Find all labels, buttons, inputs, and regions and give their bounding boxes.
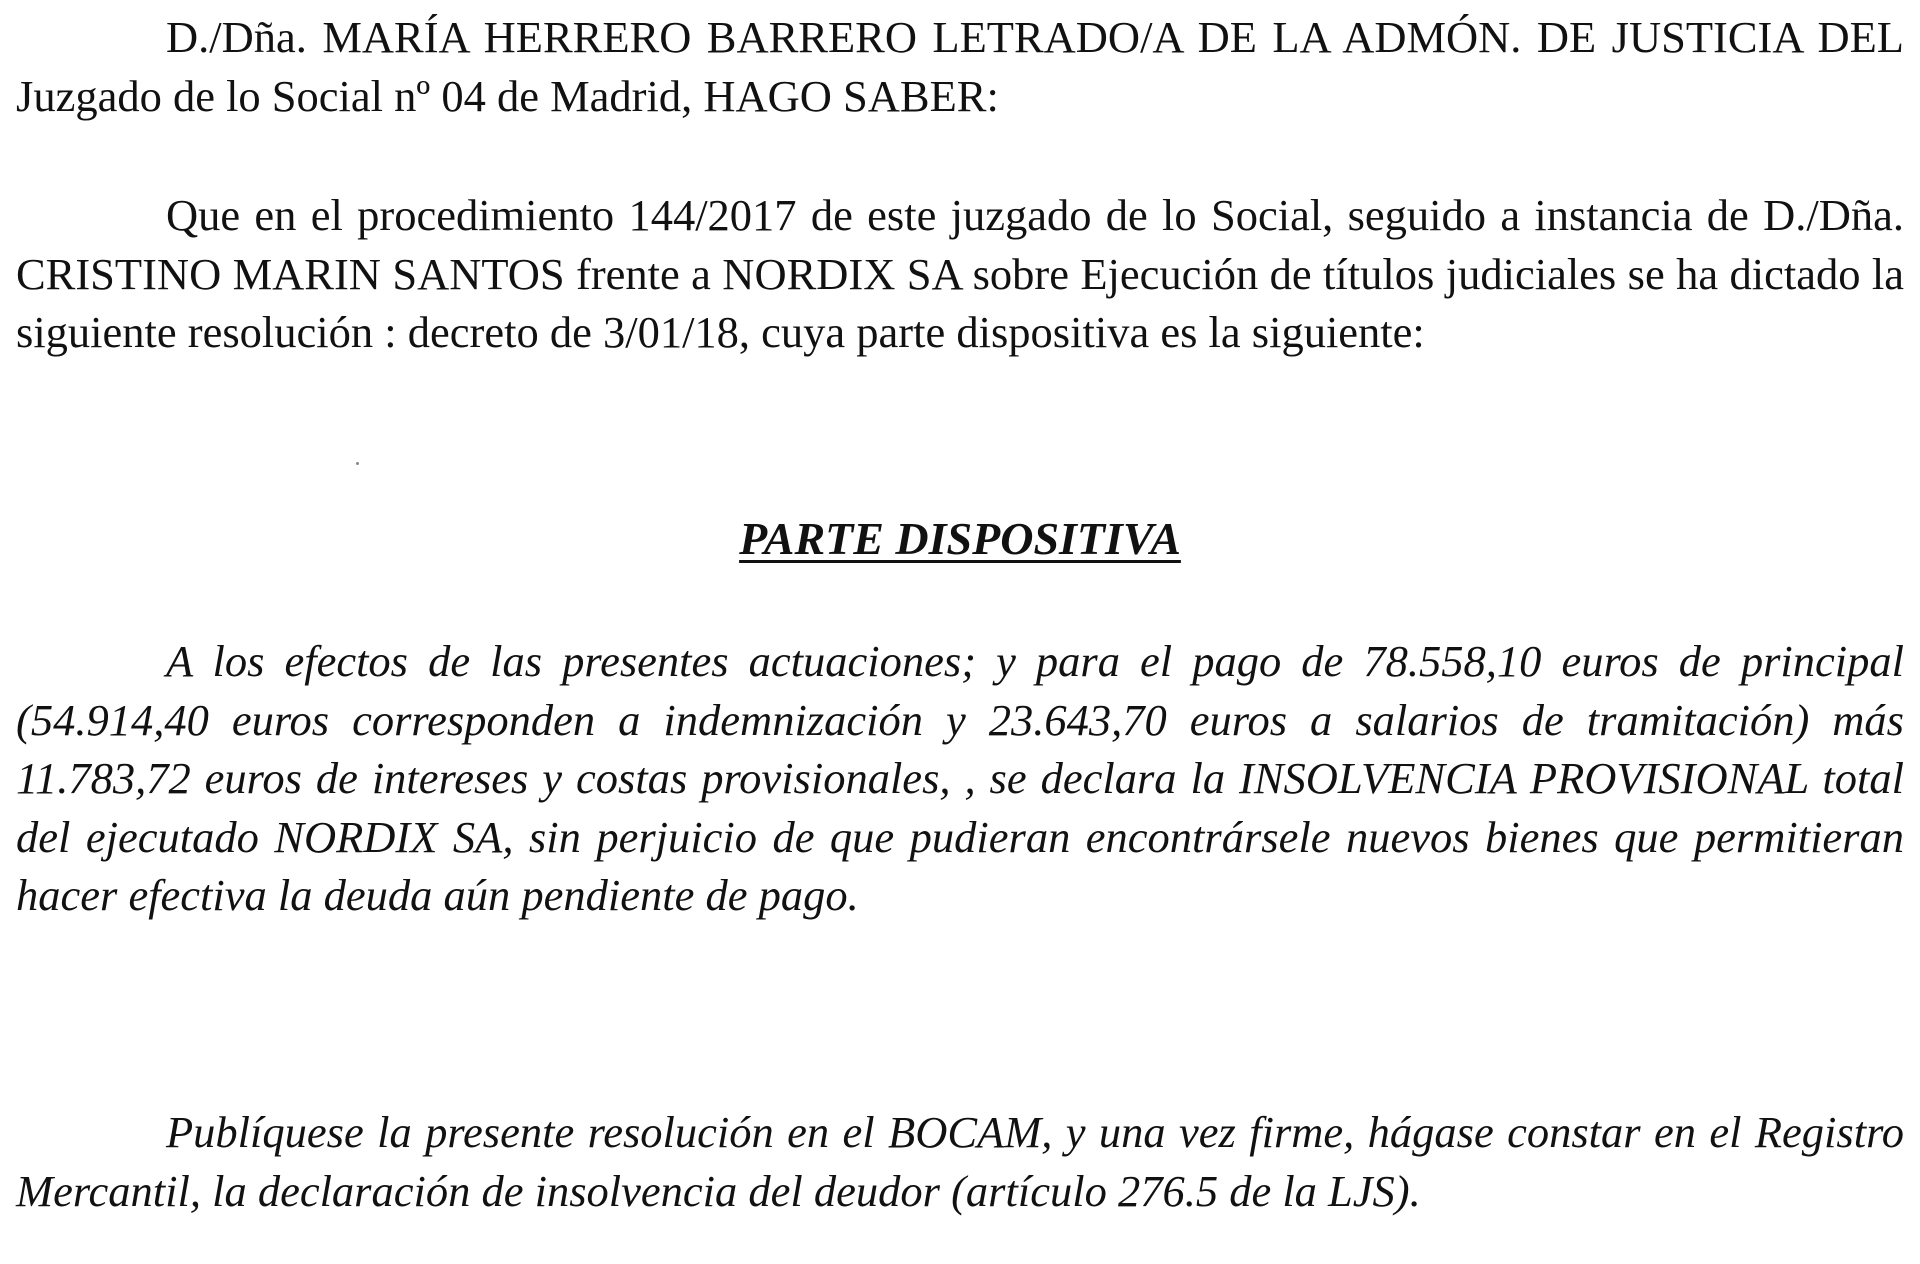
procedure-paragraph: Que en el procedimiento 144/2017 de este juzgado de lo Social, seguido a instancia de D./Dña. CRISTINO MARIN SANTOS frente a NORDIX SA sobre Ejecución de títulos judiciales se ha dictado la siguiente resolución : decreto de 3/01/18, cuya parte dispositiva es la siguiente:: [16, 190, 1904, 357]
insolvency-declaration-paragraph: A los efectos de las presentes actuaciones; y para el pago de 78.558,10 euros de principal (54.914,40 euros corresponden a indemnización y 23.643,70 euros a salarios de tramitación) más 11.783,72 euros de intereses y costas provisionales, , se declara la INSOLVENCIA PROVISIONAL total del ejecutado NORDIX SA, sin perjuicio de que pudieran encontrársele nuevos bienes que permitieran hacer efectiva la deuda aún pendiente de pago.: [16, 636, 1904, 920]
clerk-intro-paragraph: D./Dña. MARÍA HERRERO BARRERO LETRADO/A DE LA ADMÓN. DE JUSTICIA DEL Juzgado de lo Social nº 04 de Madrid, HAGO SABER:: [16, 12, 1904, 121]
publication-paragraph: Publíquese la presente resolución en el BOCAM, y una vez firme, hágase constar en el Registro Mercantil, la declaración de insolvencia del deudor (artículo 276.5 de la LJS).: [16, 1107, 1904, 1216]
section-heading: PARTE DISPOSITIVA: [739, 513, 1181, 564]
scan-speck: [356, 462, 359, 465]
